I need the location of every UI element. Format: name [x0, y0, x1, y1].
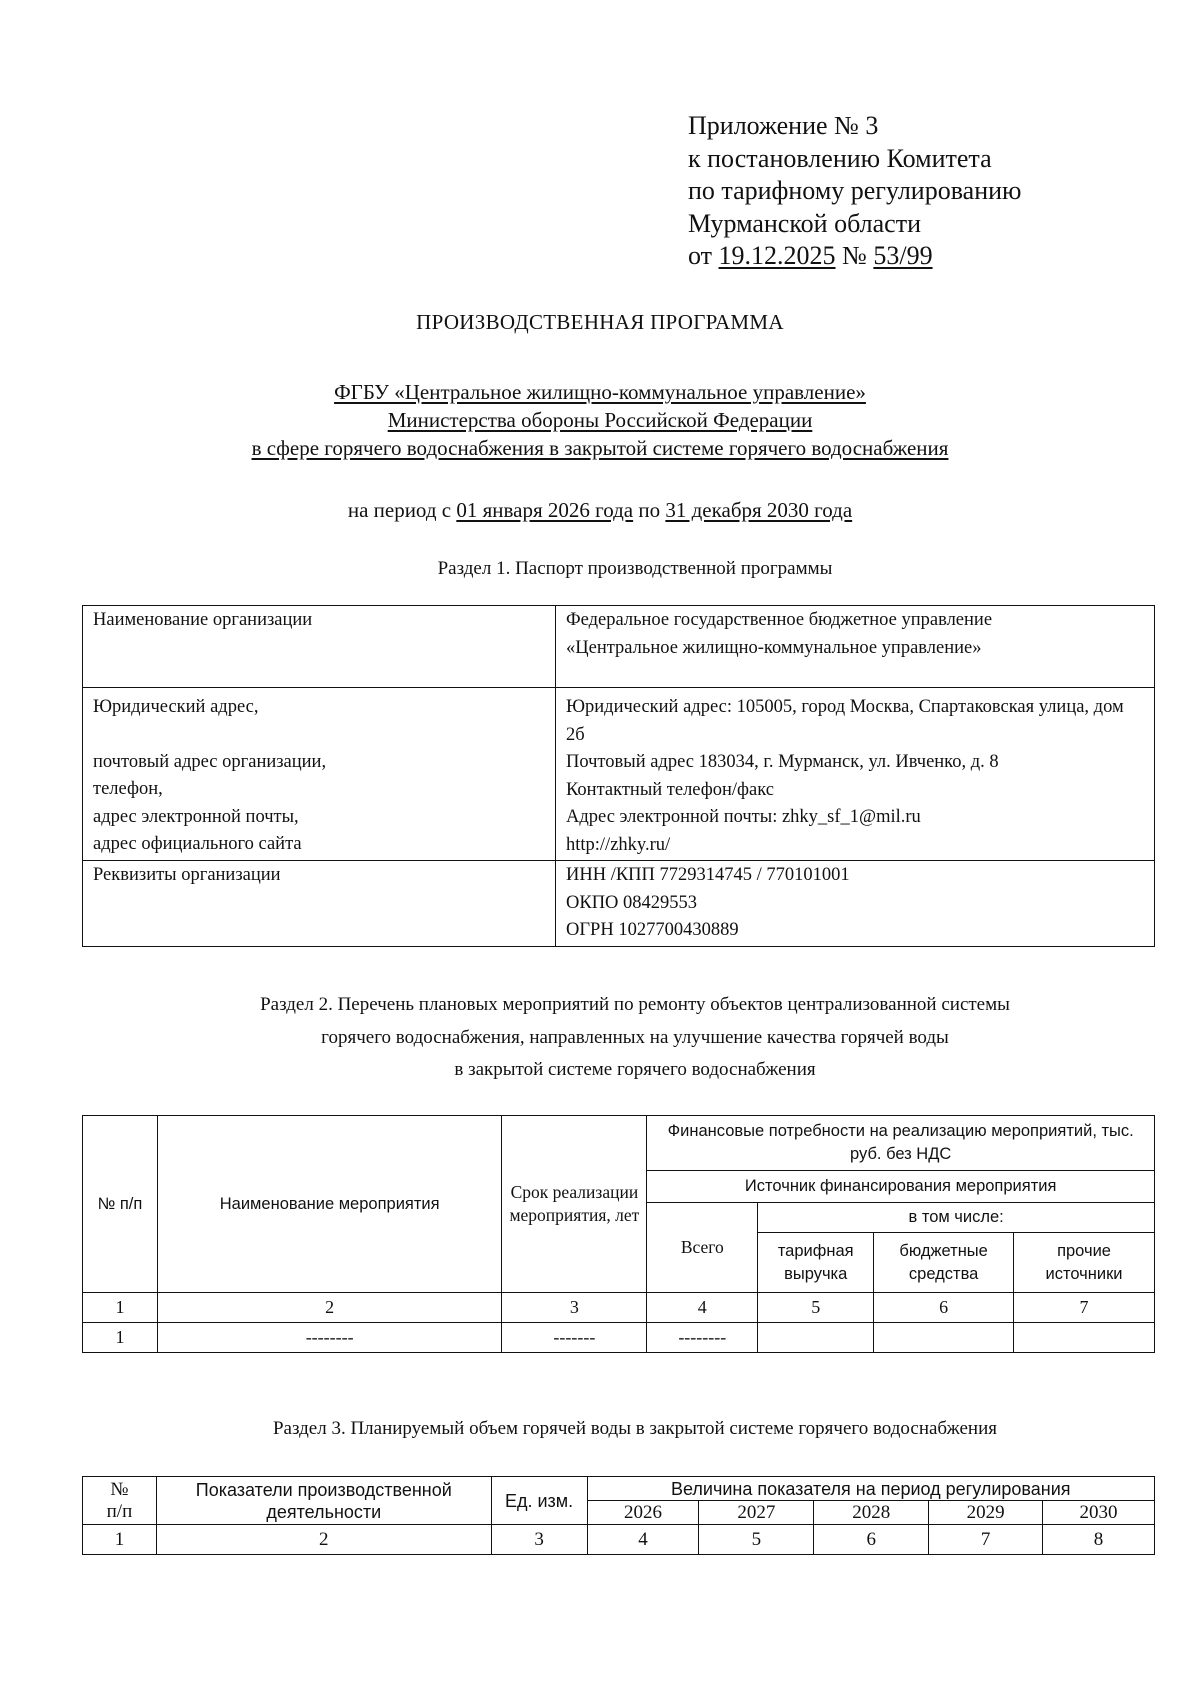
appendix-line-3: по тарифному регулированию [688, 176, 1022, 205]
cell-tariff [758, 1323, 874, 1353]
header-value: Величина показателя на период регулирования [587, 1477, 1154, 1501]
section2-heading-1: Раздел 2. Перечень плановых мероприятий по ремонту объектов централизованной системы [260, 994, 1010, 1015]
cell-name: -------- [157, 1323, 502, 1353]
year-cell: 2028 [814, 1501, 929, 1525]
header-name: Наименование мероприятия [157, 1116, 502, 1293]
appendix-block [688, 110, 1021, 273]
address-label-3: телефон, [93, 779, 163, 799]
org-name-value-2: «Центральное жилищно-коммунальное управление» [566, 637, 982, 658]
document-title: ПРОИЗВОДСТВЕННАЯ ПРОГРАММА [416, 310, 784, 334]
header-tariff: тарифная выручка [758, 1233, 874, 1293]
address-labels [83, 688, 556, 861]
col-number: 3 [491, 1525, 587, 1555]
requisites-inn: ИНН /КПП 7729314745 / 770101001 [566, 865, 850, 885]
cell-total: -------- [647, 1323, 758, 1353]
requisites-ogrn: ОГРН 1027700430889 [566, 920, 739, 940]
appendix-number-sign: № [835, 241, 874, 270]
table-row [83, 688, 1155, 861]
cell-num: 1 [83, 1323, 158, 1353]
address-value-4: Адрес электронной почты: zhky_sf_1@mil.ru [566, 807, 921, 827]
section1-heading: Раздел 1. Паспорт производственной программы [437, 558, 833, 579]
header-including: в том числе: [758, 1203, 1155, 1233]
address-value-1: Юридический адрес: 105005, город Москва, Спартаковская улица, дом 2б [566, 697, 1124, 745]
table-row [83, 1323, 1155, 1353]
table-row [83, 1477, 1155, 1501]
appendix-line-2: к постановлению Комитета [688, 143, 992, 173]
year-cell: 2026 [587, 1501, 699, 1525]
passport-table [82, 605, 1155, 947]
address-label-2: почтовый адрес организации, [93, 751, 327, 772]
appendix-date: 19.12.2025 [718, 241, 836, 270]
org-name-value [556, 606, 1155, 688]
period-prefix: на период с [347, 498, 457, 522]
col-number: 4 [647, 1293, 758, 1323]
address-value-3: Контактный телефон/факс [566, 779, 774, 800]
section2-heading [0, 989, 1200, 1087]
volume-table [82, 1476, 1155, 1555]
col-number: 5 [699, 1525, 814, 1555]
organization-line-3: в сфере горячего водоснабжения в закрытой системе горячего водоснабжения [251, 436, 949, 460]
col-number: 2 [157, 1293, 502, 1323]
col-number: 1 [83, 1293, 158, 1323]
table-row [83, 1525, 1155, 1555]
requisites-label: Реквизиты организации [83, 861, 556, 947]
table-row [83, 606, 1155, 688]
col-number: 3 [502, 1293, 647, 1323]
period-middle: по [633, 498, 666, 522]
col-number: 6 [814, 1525, 929, 1555]
header-num-2: п/п [106, 1500, 133, 1522]
period-start: 01 января 2026 года [456, 498, 634, 522]
table-row [83, 1293, 1155, 1323]
header-num: № п/п [83, 1116, 158, 1293]
header-num-1: № [110, 1478, 129, 1500]
period-end: 31 декабря 2030 года [665, 498, 853, 522]
col-number: 4 [587, 1525, 699, 1555]
requisites-okpo: ОКПО 08429553 [566, 892, 698, 913]
org-name-label: Наименование организации [83, 606, 556, 688]
requisites-values [556, 861, 1155, 947]
measures-table [82, 1115, 1155, 1353]
org-name-value-1: Федеральное государственное бюджетное управление [566, 610, 993, 630]
address-values [556, 688, 1155, 861]
header-source: Источник финансирования мероприятия [647, 1171, 1155, 1203]
appendix-line-5 [688, 240, 1021, 273]
section2-heading-2: горячего водоснабжения, направленных на улучшение качества горячей воды [321, 1026, 949, 1048]
appendix-line-1: Приложение № 3 [688, 111, 879, 140]
address-label-1: Юридический адрес, [93, 697, 259, 717]
year-cell: 2029 [929, 1501, 1043, 1525]
organization-line-2: Министерства обороны Российской Федерации [387, 408, 813, 432]
header-term: Срок реализации мероприятия, лет [502, 1116, 647, 1293]
header-finance: Финансовые потребности на реализацию мероприятий, тыс. руб. без НДС [647, 1116, 1155, 1171]
col-number: 8 [1043, 1525, 1155, 1555]
header-indicator: Показатели производственной деятельности [156, 1477, 491, 1525]
address-value-5: http://zhky.ru/ [566, 834, 671, 855]
cell-term: ------- [502, 1323, 647, 1353]
address-value-2: Почтовый адрес 183034, г. Мурманск, ул. Ивченко, д. 8 [566, 752, 999, 772]
col-number: 6 [874, 1293, 1014, 1323]
organization-line-1: ФГБУ «Центральное жилищно-коммунальное управление» [334, 380, 866, 404]
address-label-5: адрес официального сайта [93, 834, 302, 854]
header-num [83, 1477, 157, 1525]
col-number: 7 [1014, 1293, 1155, 1323]
col-number: 1 [83, 1525, 157, 1555]
col-number: 2 [156, 1525, 491, 1555]
appendix-number: 53/99 [873, 241, 933, 270]
col-number: 7 [929, 1525, 1043, 1555]
table-row [83, 1116, 1155, 1171]
period-line [0, 498, 1200, 523]
address-label-4: адрес электронной почты, [93, 806, 299, 827]
year-cell: 2030 [1043, 1501, 1155, 1525]
section2-heading-3: в закрытой системе горячего водоснабжения [454, 1059, 816, 1080]
header-budget: бюджетные средства [874, 1233, 1014, 1293]
col-number: 5 [758, 1293, 874, 1323]
year-cell: 2027 [699, 1501, 814, 1525]
header-other: прочие источники [1014, 1233, 1155, 1293]
appendix-line-4: Мурманской области [688, 208, 921, 238]
cell-other [1014, 1323, 1155, 1353]
appendix-date-prefix: от [688, 241, 719, 270]
section3-heading: Раздел 3. Планируемый объем горячей воды в закрытой системе горячего водоснабжения [272, 1418, 998, 1439]
cell-budget [874, 1323, 1014, 1353]
organization-block [0, 378, 1200, 462]
header-total: Всего [647, 1203, 758, 1293]
header-unit: Ед. изм. [491, 1477, 587, 1525]
table-row [83, 861, 1155, 947]
